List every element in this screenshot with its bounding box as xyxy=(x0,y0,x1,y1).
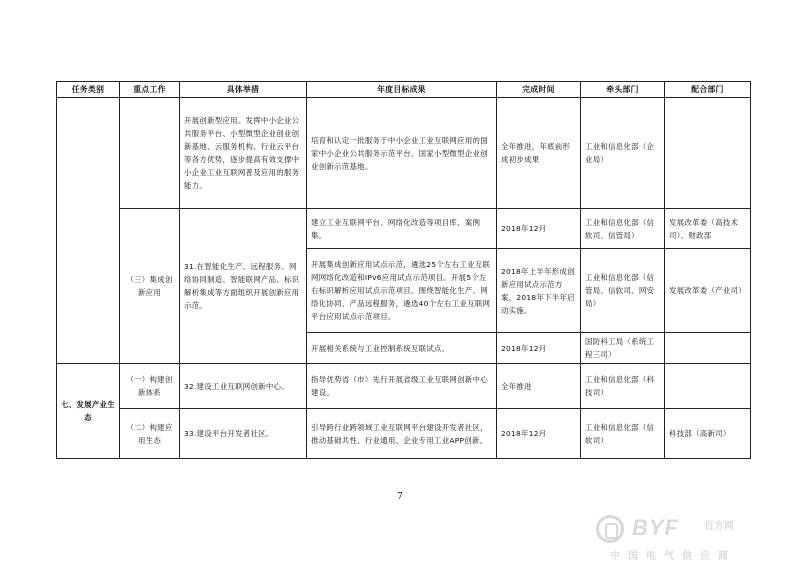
lead-cell: 工业和信息化部（信管局、信软司、网安局） xyxy=(581,249,665,333)
goal-cell: 开展相关系统与工业控制系统互联试点。 xyxy=(307,333,497,364)
table-header-row xyxy=(57,82,751,98)
watermark-subtitle: 中国电气供应商 xyxy=(610,551,736,562)
coop-cell: 科技部（高新司） xyxy=(665,409,751,459)
time-cell: 全年推进 xyxy=(497,364,581,409)
lead-cell: 工业和信息化部（企业局） xyxy=(581,98,665,209)
header-category: 任务类别 xyxy=(57,82,120,98)
goal-cell: 建立工业互联网平台、网络化改造等项目库、案例集。 xyxy=(307,209,497,249)
header-deadline: 完成时间 xyxy=(497,82,581,98)
page-number: 7 xyxy=(397,492,403,502)
task-table xyxy=(56,81,751,459)
header-measures: 具体举措 xyxy=(180,82,307,98)
table-row xyxy=(57,209,751,249)
time-cell: 2018年12月 xyxy=(497,209,581,249)
key-work-cell-empty xyxy=(120,98,180,209)
goal-cell: 培育和认定一批服务于中小企业工业互联网应用的国家中小企业公共服务示范平台、国家小型微型企业创业创新示范基地。 xyxy=(307,98,497,209)
category-cell-empty xyxy=(57,98,120,364)
header-lead: 牵头部门 xyxy=(581,82,665,98)
measure-cell: 33.建设平台开发者社区。 xyxy=(180,409,307,459)
time-cell: 全年推进，年底前形成初步成果 xyxy=(497,98,581,209)
watermark-brand-cn: 百方网 xyxy=(704,521,734,532)
key-work-cell: （二）构建应用生态 xyxy=(120,409,180,459)
byf-logo-icon xyxy=(596,515,624,543)
watermark-brand: BYF xyxy=(632,515,679,540)
lead-cell: 工业和信息化部（信软司、信管局） xyxy=(581,209,665,249)
measure-cell: 32.建设工业互联网创新中心。 xyxy=(180,364,307,409)
table-row xyxy=(57,364,751,409)
header-goals: 年度目标成果 xyxy=(307,82,497,98)
category-cell: 七、发展产业生态 xyxy=(57,364,120,459)
lead-cell: 工业和信息化部（科技司） xyxy=(581,364,665,409)
key-work-cell: （一）构建创新体系 xyxy=(120,364,180,409)
coop-cell xyxy=(665,333,751,364)
coop-cell: 发展改革委（产业司） xyxy=(665,249,751,333)
coop-cell xyxy=(665,98,751,209)
header-key-work: 重点工作 xyxy=(120,82,180,98)
table-row xyxy=(57,409,751,459)
coop-cell: 发展改革委（高技术司）、财政部 xyxy=(665,209,751,249)
time-cell: 2018年上半年形成创新应用试点示范方案，2018年下半年启动实施。 xyxy=(497,249,581,333)
measure-cell: 开展创新型应用。发挥中小企业公共服务平台、小型微型企业创业创新基地、云服务机构、行业云平台等各方优势，逐步提高有效支撑中小企业工业互联网普及应用的服务能力。 xyxy=(180,98,307,209)
measure-cell: 31.在智能化生产、远程服务、网络协同制造、智能联网产品、标识解析集成等方面组织开展创新应用示范。 xyxy=(180,209,307,364)
time-cell: 2018年12月 xyxy=(497,409,581,459)
goal-cell: 开展集成创新应用试点示范，遴选25个左右工业互联网网络化改造和IPv6应用试点示范项目。开展5个左右标识解析应用试点示范项目。围绕智能化生产、网络化协同、产品远程服务，遴选40个左右工业互联网平台应用试点示范项目。 xyxy=(307,249,497,333)
table-row xyxy=(57,98,751,209)
goal-cell: 引导跨行业跨领域工业互联网平台建设开发者社区，推动基础共性、行业通用、企业专用工业APP创新。 xyxy=(307,409,497,459)
watermark xyxy=(592,513,762,563)
coop-cell xyxy=(665,364,751,409)
lead-cell: 工业和信息化部（信软司） xyxy=(581,409,665,459)
lead-cell: 国防科工局（系统工程三司） xyxy=(581,333,665,364)
header-coop: 配合部门 xyxy=(665,82,751,98)
goal-cell: 指导优势省（市）先行开展省级工业互联网创新中心建设。 xyxy=(307,364,497,409)
key-work-cell: （三）集成创新应用 xyxy=(120,209,180,364)
time-cell: 2018年12月 xyxy=(497,333,581,364)
